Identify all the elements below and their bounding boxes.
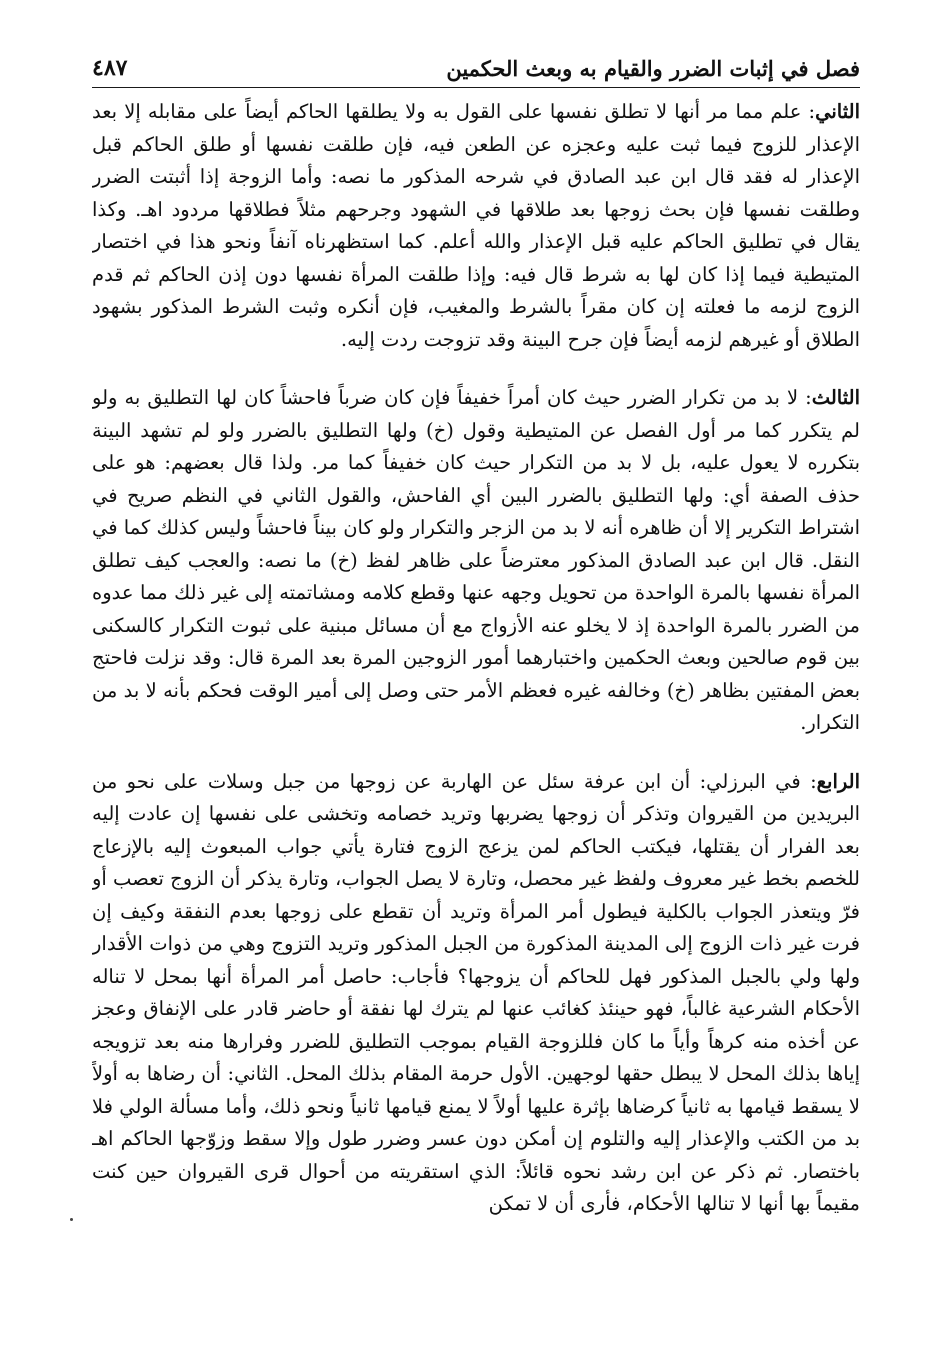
scan-speck <box>70 1218 73 1221</box>
page-number: ٤٨٧ <box>92 55 128 81</box>
paragraph-heading: الثاني <box>815 100 860 123</box>
running-title: فصل في إثبات الضرر والقيام به وبعث الحكمين <box>446 56 860 81</box>
paragraph-third <box>92 382 860 740</box>
page-header <box>92 40 860 88</box>
paragraph-heading: الرابع <box>816 769 860 793</box>
paragraph-text: : في البرزلي: أن ابن عرفة سئل عن الهاربة عن زوجها من جبل وسلات على نحو من البريدين من القيروان وتذكر أن زوجها يضربها وتريد خصامه وتخشى على نفسها إن عادت إليه بعد الفرار أن يقتلها، فيكتب الحاكم لمن يزعج الزوج فتارة يأتي جواب المبعوث إليه بالإزعاج للخصم بخط غير معروف ولفظ غير محصل، وتارة لا يصل الجواب، وتارة يذكر أن الزوج تعصب أو فرّ ويتعذر الجواب بالكلية فيطول أمر المرأة وتريد أن تقطع على زوجها بعدم النفقة وكيف إن فرت غير ذات الزوج إلى المدينة المذكورة من الجبل المذكور وتريد التزوج وهي من ذوات الأقدار ولها ولي بالجبل المذكور فهل للحاكم أن يزوجها؟ فأجاب: حاصل أمر المرأة أنها بمحل لا تناله الأحكام الشرعية غالباً، فهو حينئذ كغائب عنها لم يترك لها نفقة أو حاضر قادر على الإنفاق وعجز عن أخذه منه كرهاً وأياً ما كان فللزوجة القيام بموجب التطليق للضرر وفرارها منه بعد تزويجه إياها بذلك المحل لا يبطل حقها لوجهين. الأول حرمة المقام بذلك المحل. الثاني: أن رضاها به أولاً لا يسقط قيامها به ثانياً كرضاها بإثرة عليها أولاً لا يمنع قيامها ثانياً ونحو ذلك، وأما مسألة الولي فلا بد من الكتب والإعذار إليه والتلوم إن أمكن دون عسر وضرر طول وإلا سقط وزوّجها الحاكم اهـ باختصار. ثم ذكر عن ابن رشد نحوه قائلاً: الذي استقريته من أحوال قرى القيروان حين كنت مقيماً بها أنها لا تنالها الأحكام، فأرى أن لا تمكن <box>92 769 860 1215</box>
page-body <box>92 96 860 1337</box>
paragraph-text: : علم مما مر أنها لا تطلق نفسها على القول به ولا يطلقها الحاكم أيضاً على مقابله إلا بعد الإعذار للزوج فيما ثبت عليه وعجزه عن الطعن فيه، فإن طلقت نفسها أو طلق الحاكم قبل الإعذار له فقد قال ابن عبد الصادق في شرحه المذكور ما نصه: وأما الزوجة إذا أثبتت الضرر وطلقت نفسها فإن بحث زوجها بعد طلاقها في الشهود وجرحهم مثلاً فطلاقها مردود اهـ. وكذا يقال في تطليق الحاكم عليه قبل الإعذار والله أعلم. كما استظهرناه آنفاً ونحو هذا في اختصار المتيطية فيما إذا كان لها به شرط قال فيه: وإذا طلقت المرأة نفسها دون إذن الحاكم ثم قدم الزوج لزمه ما فعلته إن كان مقراً بالشرط والمغيب، فإن أنكره وثبت الشرط المذكور بشهود الطلاق أو غيرهم لزمه أيضاً فإن جرح البينة وقد تزوجت ردت إليه. <box>92 100 860 351</box>
paragraph-text: : لا بد من تكرار الضرر حيث كان أمراً خفيفاً فإن كان ضرباً فاحشاً كان لها التطليق به ولو لم يتكرر كما مر أول الفصل عن المتيطية وقول (خ) ولها التطليق بالضرر ولو لم تشهد البينة بتكرره لا يعول عليه، بل لا بد من التكرار حيث كان خفيفاً كما مر. ولذا قال بعضهم: هو على حذف الصفة أي: ولها التطليق بالضرر البين أي الفاحش، والقول الثاني في النظم صريح في اشتراط التكرير إلا أن ظاهره أنه لا بد من الزجر والتكرار ولو كان بيناً فاحشاً وليس كذلك كما في النقل. قال ابن عبد الصادق المذكور معترضاً على ظاهر لفظ (خ) ما نصه: والعجب كيف تطلق المرأة نفسها بالمرة الواحدة من تحويل وجهه عنها وقطع كلامه ومشاتمته إلى غير ذلك مما عدوه من الضرر بالمرة الواحدة إذ لا يخلو عنه الأزواج مع أن مسائل مبنية على ثبوت التكرار كالسكنى بين قوم صالحين وبعث الحكمين واختبارهما أمور الزوجين المرة بعد المرة قال: وقد نزلت فاحتج بعض المفتين بظاهر (خ) وخالفه غيره فعظم الأمر حتى وصل إلى أمير الوقت فحكم بأنه لا بد من التكرار. <box>92 386 860 734</box>
paragraph-second <box>92 96 860 356</box>
paragraph-heading: الثالث <box>811 386 860 409</box>
paragraph-fourth <box>92 766 860 1221</box>
